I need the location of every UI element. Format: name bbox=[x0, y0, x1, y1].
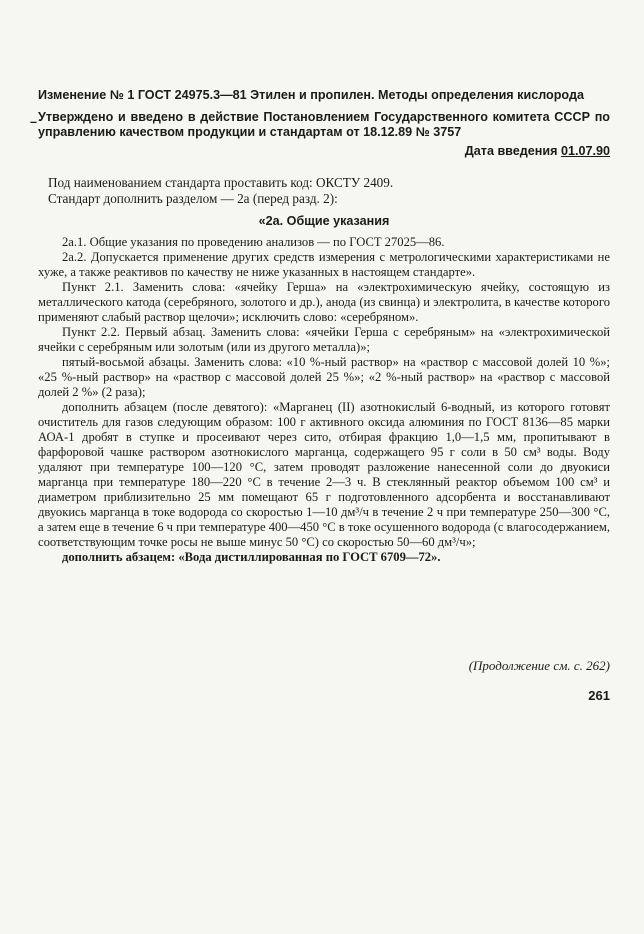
paragraph: 2а.1. Общие указания по проведению анализов — по ГОСТ 27025—86. bbox=[62, 235, 445, 249]
approval-statement: Утверждено и введено в действие Постановлением Государственного комитета СССР по управлению качеством продукции и стандартам от 18.12.89 № 3757 bbox=[38, 109, 610, 139]
paragraph: 2а.2. Допускается применение других средств измерения с метрологическими характеристиками не хуже, а также реактивов по качеству не ниже указанных в настоящем стандарте». bbox=[38, 250, 610, 279]
paragraph: Пункт 2.2. Первый абзац. Заменить слова: «ячейки Герша с серебряным» на «электрохимической ячейки с серебряным или золотым (или из другого металла)»; bbox=[38, 325, 610, 354]
document-page bbox=[30, 88, 610, 703]
paragraph: дополнить абзацем (после девятого): «Марганец (II) азотнокислый 6-водный, из которого готовят очиститель для газов следующим образом: 100 г активного оксида алюминия по ГОСТ 8136—85 марки АОА-1 дробят в ступке и просеивают через сито, отбирая фракцию 1,0—1,5 мм, пропитывают в фарфоровой чашке раствором азотнокислого марганца, содержащего 95 г соли в 50 см³ воды. Воду удаляют при температуре 100—120 °С, затем проводят разложение нанесенной соли до двуокиси марганца при температуре 180—220 °С в течение 2—3 ч. В стеклянный реактор объемом 100 см³ и диаметром приблизительно 25 мм помещают 65 г подготовленного адсорбента и восстанавливают двуокись марганца в токе водорода со скоростью 1—10 дм³/ч в течение 2 ч при температуре 250—300 °С, а затем еще в течение 6 ч при температуре 400—450 °С в токе осушенного водорода (с влагосодержанием, соответствующим точке росы не выше минус 50 °С) со скоростью 50—60 дм³/ч»; bbox=[38, 400, 610, 549]
section-title: «2а. Общие указания bbox=[258, 214, 390, 228]
document-body bbox=[38, 235, 610, 565]
margin-mark: – bbox=[30, 115, 38, 129]
date-value: 01.07.90 bbox=[560, 143, 610, 158]
page-number: 261 bbox=[588, 688, 610, 703]
date-label: Дата введения bbox=[464, 143, 558, 158]
effective-date bbox=[38, 144, 610, 160]
paragraph: Пункт 2.1. Заменить слова: «ячейку Герша» на «электрохимическую ячейку, состоящую из металлического катода (серебряного, золотого и др.), анода (из свинца) и электролита, в качестве которого применяют слабый раствор щелочи»; исключить слово: «серебряном». bbox=[38, 280, 610, 324]
continuation-note: (Продолжение см. с. 262) bbox=[468, 658, 610, 673]
paragraph: пятый-восьмой абзацы. Заменить слова: «10 %-ный раствор» на «раствор с массовой долей 10 %»; «25 %-ный раствор» на «раствор с массовой долей 25 %»; «2 %-ный раствор» на «раствор с массовой долей 2 %» (2 раза); bbox=[38, 355, 610, 399]
intro-block bbox=[38, 175, 610, 206]
intro-line-2: Стандарт дополнить разделом — 2а (перед разд. 2): bbox=[48, 190, 338, 206]
document-header bbox=[30, 88, 610, 159]
change-title: Изменение № 1 ГОСТ 24975.3—81 Этилен и пропилен. Методы определения кислорода bbox=[38, 88, 584, 102]
paragraph: дополнить абзацем: «Вода дистиллированная по ГОСТ 6709—72». bbox=[62, 550, 441, 564]
intro-line-1: Под наименованием стандарта проставить код: ОКСТУ 2409. bbox=[48, 175, 394, 190]
